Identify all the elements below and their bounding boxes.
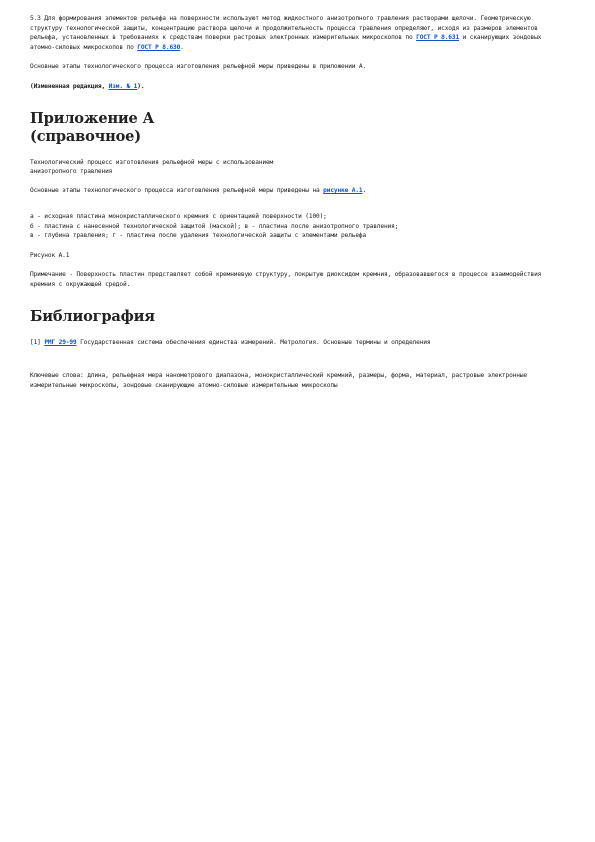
p1-text-b: и сканирующих зондовых атомно-силовых микроскопов по: [30, 34, 542, 51]
bibliography-item: [30, 338, 562, 348]
p1-text-c: .: [180, 43, 184, 51]
appendix-subtitle: [30, 158, 562, 177]
amendment-suffix: ).: [137, 82, 145, 90]
amendment-link[interactable]: Изм. № 1: [108, 82, 138, 90]
appendix-intro-text: Основные этапы технологического процесса изготовления рельефной меры приведены на: [30, 187, 324, 195]
appendix-title-line2: (справочное): [30, 127, 141, 145]
bibliography-item-text: Государственная система обеспечения единства измерений. Метрология. Основные термины и определения: [76, 338, 431, 346]
paragraph-5-3: [30, 14, 562, 52]
rmg-29-99-link[interactable]: РМГ 29-99: [44, 338, 77, 346]
bibliography-title: Библиография: [30, 307, 155, 325]
gost-8-631-link[interactable]: ГОСТ Р 8.631: [416, 34, 460, 42]
legend-item-a: а - исходная пластина монокристаллического кремния с ориентацией поверхности (100);: [30, 212, 327, 220]
appendix-title: [30, 110, 562, 146]
legend-item-c: в - глубина травления; г - пластина после удаления технологической защиты с элементами рельефа: [30, 232, 367, 240]
appendix-note: Примечание - Поверхность пластин представляет собой кремниевую структуру, покрытую диоксидом кремния, образовавшегося в процессе взаимодействия кремния с окружающей средой.: [30, 271, 542, 288]
legend-item-b: б - пластина с нанесенной технологической защитой (маской); в - пластина после анизотропного травления;: [30, 222, 399, 230]
appendix-intro: [30, 186, 562, 196]
bibliography-item-num: [1]: [30, 338, 45, 346]
paragraph-stages-ref: Основные этапы технологического процесса изготовления рельефной меры приведены в приложении А.: [30, 63, 367, 71]
figure-caption: Рисунок А.1: [30, 251, 70, 259]
appendix-subtitle-line1: Технологический процесс изготовления рельефной меры с использованием: [30, 158, 274, 166]
appendix-title-line1: Приложение А: [30, 109, 155, 127]
figure-a1-link[interactable]: рисунке А.1: [323, 187, 363, 195]
gost-8-630-link[interactable]: ГОСТ Р 8.630: [137, 43, 181, 51]
keywords: Ключевые слова: длина, рельефная мера нанометрового диапазона, монокристаллический кремний, размеры, форма, материал, растровые электронные измерительные микроскопы, зондовые сканирующие атомно-силовые измерительные микроскопы: [30, 372, 527, 389]
document-content: [30, 14, 562, 400]
amendment-prefix: (Измененная редакция,: [30, 82, 109, 90]
appendix-subtitle-line2: анизотропного травления: [30, 167, 113, 175]
figure-legend: [30, 212, 562, 241]
paragraph-amendment: [30, 82, 562, 92]
p1-text-a: 5.3 Для формирования элементов рельефа на поверхности используют метод жидкостного анизотропного травления растворами щелочи. Геометрическую структуру технологической защиты, концентрацию раствора щелочи и продолжительность процесса травления определяют, исходя из размеров элементов рельефа, установленных в требованиях к средствам поверки растровых электронных измерительных микроскопов по: [30, 15, 538, 42]
appendix-intro-suffix: .: [362, 187, 367, 195]
